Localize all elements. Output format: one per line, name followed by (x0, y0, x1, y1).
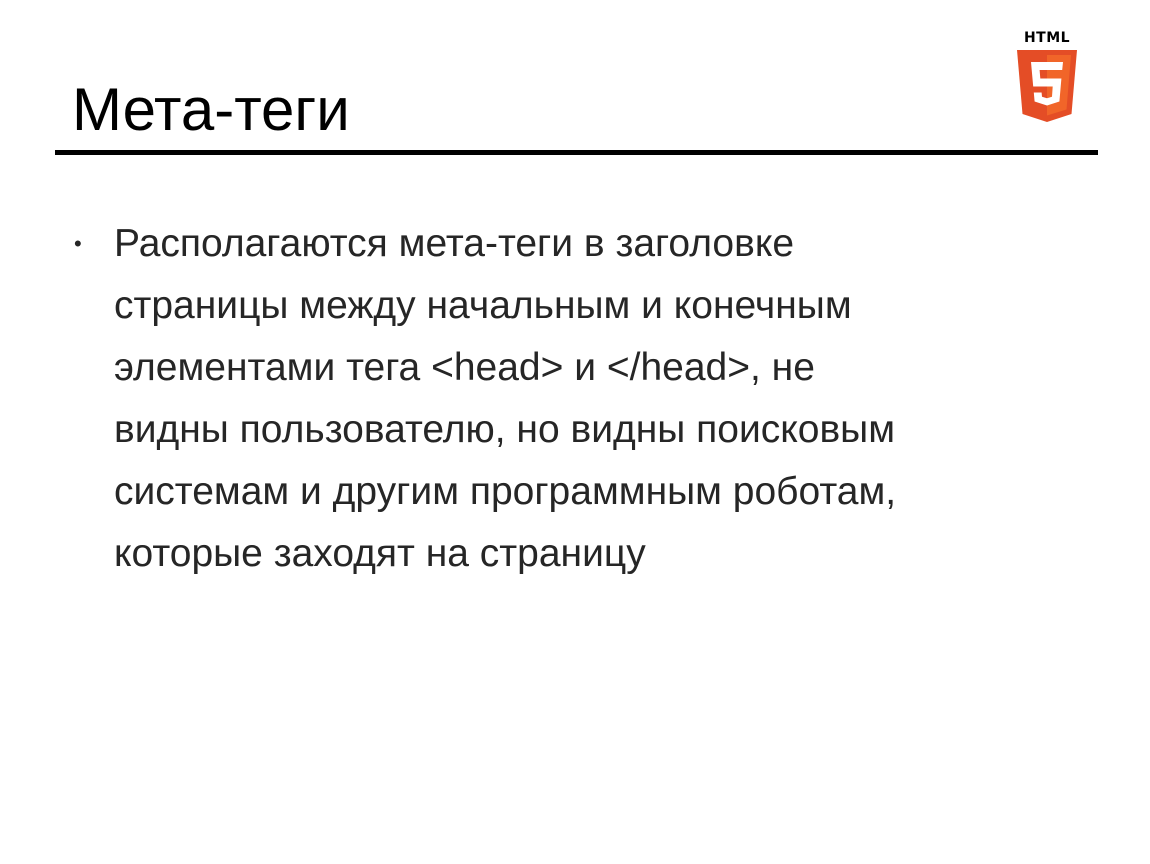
html5-logo (1013, 28, 1083, 128)
bullet-item (60, 213, 1080, 585)
bullet-list (60, 213, 1080, 585)
title-underline (55, 150, 1098, 155)
bullet-text-line: системам и другим программным роботам, (114, 470, 897, 513)
bullet-text-line: видны пользователю, но видны поисковым (114, 408, 896, 451)
bullet-text-line: страницы между начальным и конечным (114, 284, 852, 327)
slide-title: Мета-теги (72, 76, 350, 143)
bullet-marker: • (74, 231, 82, 256)
bullet-text-line: элементами тега <head> и </head>, не (114, 346, 815, 389)
logo-caption: HTML (1023, 30, 1071, 46)
bullet-text-line: которые заходят на страницу (114, 532, 646, 575)
bullet-text-line: Располагаются мета-теги в заголовке (114, 222, 795, 265)
html5-shield-icon (1015, 50, 1079, 124)
